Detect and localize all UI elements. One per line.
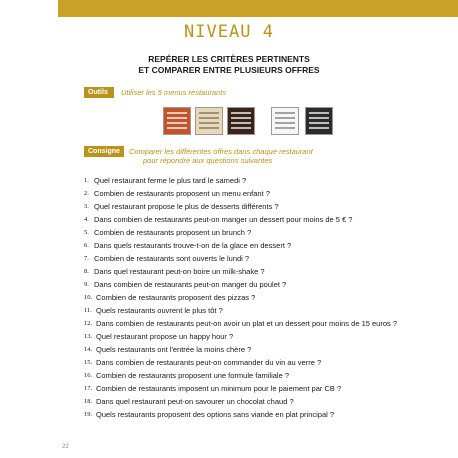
question-number: 18.: [84, 398, 93, 405]
question-text: Dans quel restaurant peut-on boire un milk-shake ?: [94, 267, 265, 276]
question-item: [84, 293, 444, 302]
consigne-line-2: pour répondre aux questions suivantes: [143, 156, 273, 165]
question-item: [84, 397, 444, 406]
menu-thumbnail-2: [195, 107, 223, 135]
menu-thumbnail-3: [227, 107, 255, 135]
question-number: 10.: [84, 294, 93, 301]
page-number: 22: [62, 444, 69, 450]
question-number: 5.: [84, 229, 89, 236]
question-item: [84, 384, 444, 393]
question-text: Dans combien de restaurants peut-on commander du vin au verre ?: [96, 358, 322, 367]
question-text: Quel restaurant propose un happy hour ?: [96, 332, 234, 341]
question-number: 9.: [84, 281, 89, 288]
question-number: 1.: [84, 177, 89, 184]
question-number: 8.: [84, 268, 89, 275]
question-text: Dans combien de restaurants peut-on avoir un plat et un dessert pour moins de 15 euros ?: [96, 319, 398, 328]
question-number: 4.: [84, 216, 89, 223]
question-text: Quel restaurant ferme le plus tard le samedi ?: [94, 176, 247, 185]
question-number: 2.: [84, 190, 89, 197]
menu-thumbnail-5: [305, 107, 333, 135]
question-item: [84, 332, 444, 341]
question-item: [84, 410, 444, 419]
question-item: [84, 176, 444, 185]
question-text: Quels restaurants ont l'entrée la moins chère ?: [96, 345, 252, 354]
restaurant-menus: [163, 107, 363, 137]
question-text: Combien de restaurants proposent un brunch ?: [94, 228, 252, 237]
question-number: 19.: [84, 411, 93, 418]
question-item: [84, 319, 444, 328]
question-item: [84, 241, 444, 250]
consigne-instruction: [129, 147, 389, 165]
level-title: NIVEAU 4: [184, 22, 274, 42]
outils-tag: Outils: [84, 87, 114, 98]
consigne-line-1: Comparer les différentes offres dans chaque restaurant: [129, 147, 313, 156]
question-number: 14.: [84, 346, 93, 353]
top-accent-bar: [58, 0, 458, 17]
question-item: [84, 280, 444, 289]
question-text: Quels restaurants proposent des options sans viande en plat principal ?: [96, 410, 335, 419]
question-item: [84, 189, 444, 198]
question-number: 3.: [84, 203, 89, 210]
question-text: Combien de restaurants sont ouverts le lundi ?: [94, 254, 250, 263]
question-item: [84, 371, 444, 380]
question-text: Combien de restaurants proposent une formule familiale ?: [96, 371, 290, 380]
heading-line-2: ET COMPARER ENTRE PLUSIEURS OFFRES: [138, 65, 320, 75]
question-list: [84, 176, 444, 423]
question-number: 12.: [84, 320, 93, 327]
question-item: [84, 306, 444, 315]
question-text: Combien de restaurants proposent des pizzas ?: [96, 293, 256, 302]
question-item: [84, 358, 444, 367]
question-item: [84, 202, 444, 211]
outils-instruction: Utiliser les 5 menus restaurants: [121, 88, 227, 97]
question-item: [84, 215, 444, 224]
question-number: 13.: [84, 333, 93, 340]
question-text: Combien de restaurants proposent un menu enfant ?: [94, 189, 270, 198]
consigne-tag: Consigne: [84, 146, 124, 157]
question-item: [84, 345, 444, 354]
question-number: 17.: [84, 385, 93, 392]
question-text: Dans combien de restaurants peut-on manger du poulet ?: [94, 280, 287, 289]
question-number: 15.: [84, 359, 93, 366]
heading-line-1: REPÉRER LES CRITÈRES PERTINENTS: [148, 54, 310, 64]
question-number: 6.: [84, 242, 89, 249]
question-text: Dans combien de restaurants peut-on manger un dessert pour moins de 5 € ?: [94, 215, 353, 224]
question-item: [84, 267, 444, 276]
question-item: [84, 228, 444, 237]
question-text: Combien de restaurants imposent un minimum pour le paiement par CB ?: [96, 384, 342, 393]
question-text: Quels restaurants ouvrent le plus tôt ?: [96, 306, 223, 315]
question-item: [84, 254, 444, 263]
question-text: Quel restaurant propose le plus de desserts différents ?: [94, 202, 279, 211]
question-text: Dans quel restaurant peut-on savourer un chocolat chaud ?: [96, 397, 294, 406]
question-number: 7.: [84, 255, 89, 262]
question-text: Dans quels restaurants trouve-t-on de la glace en dessert ?: [94, 241, 292, 250]
question-number: 11.: [84, 307, 92, 314]
menu-thumbnail-4: [271, 107, 299, 135]
question-number: 16.: [84, 372, 93, 379]
menu-thumbnail-1: [163, 107, 191, 135]
page-heading: [0, 54, 458, 76]
